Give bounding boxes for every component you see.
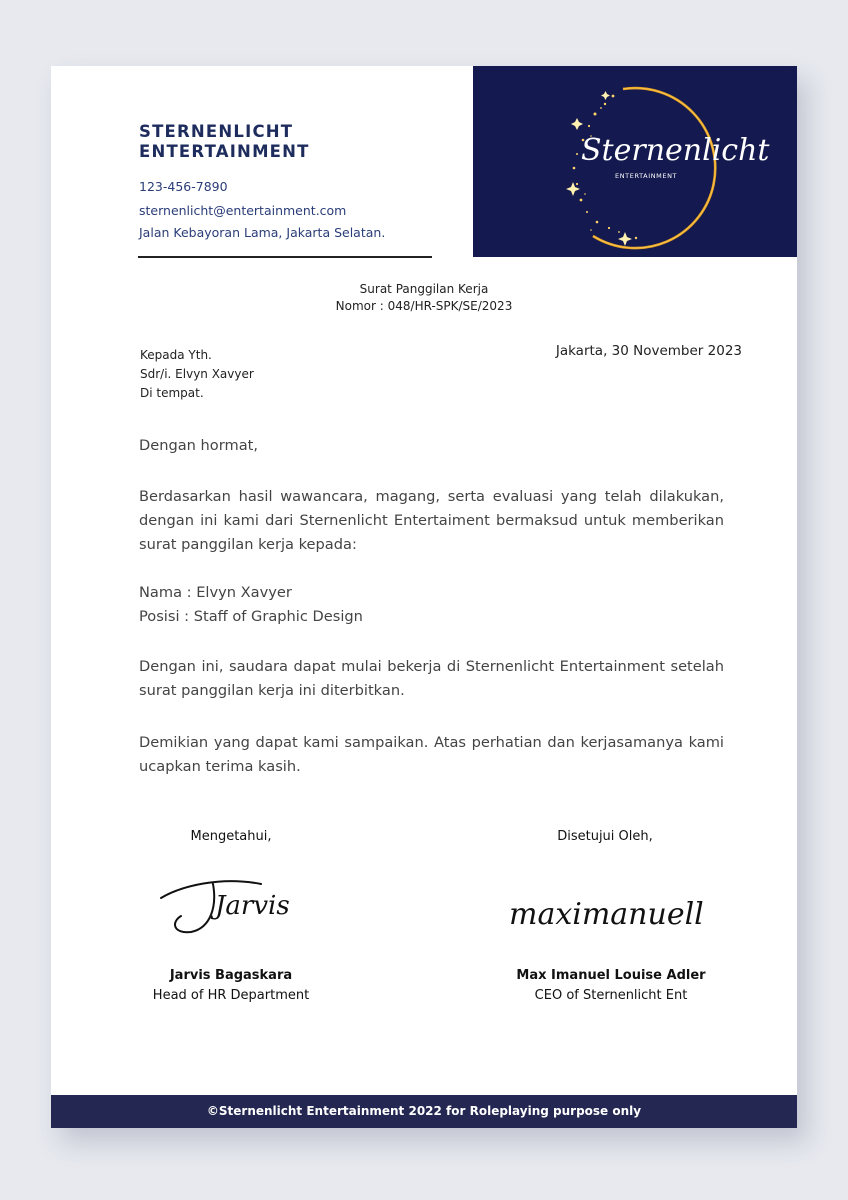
- recipient-name: Nama : Elvyn Xavyer: [139, 584, 292, 601]
- email-address: sternenlicht@entertainment.com: [139, 203, 347, 218]
- ceo-name: Max Imanuel Louise Adler: [516, 968, 706, 983]
- logo-sub-text: ENTERTAINMENT: [615, 172, 678, 180]
- acknowledged-label: Mengetahui,: [190, 829, 272, 844]
- ceo-signature: [501, 874, 731, 944]
- letter-page: [51, 66, 797, 1128]
- ceo-title: CEO of Sternenlicht Ent: [534, 988, 688, 1003]
- company-name: [139, 122, 399, 162]
- logo-script-text: Sternenlicht: [581, 133, 770, 168]
- approved-label: Disetujui Oleh,: [557, 829, 653, 844]
- recipient-block: [140, 346, 254, 403]
- recipient-line: Sdr/i. Elvyn Xavyer: [140, 367, 254, 381]
- paragraph-closing: Demikian yang dapat kami sampaikan. Atas perhatian dan kerjasamanya kami ucapkan terima kasih.: [139, 734, 724, 775]
- hr-signature-text: Jarvis: [215, 891, 290, 921]
- letter-subject: Surat Panggilan Kerja: [359, 282, 489, 296]
- letter-number: Nomor : 048/HR-SPK/SE/2023: [335, 299, 513, 313]
- footer-bar: ©Sternenlicht Entertainment 2022 for Roleplaying purpose only: [51, 1095, 797, 1128]
- recipient-line: Kepada Yth.: [140, 348, 212, 362]
- company-logo: [473, 66, 797, 257]
- sparkle-icon: [566, 91, 632, 246]
- hr-name: Jarvis Bagaskara: [169, 968, 293, 983]
- recipient-line: Di tempat.: [140, 386, 204, 400]
- recipient-position: Posisi : Staff of Graphic Design: [139, 608, 363, 625]
- phone-number: 123-456-7890: [139, 179, 228, 194]
- header-divider: [138, 256, 432, 258]
- company-name-line2: ENTERTAINMENT: [139, 142, 310, 161]
- paragraph-intro: Berdasarkan hasil wawancara, magang, serta evaluasi yang telah dilakukan, dengan ini kami dari Sternenlicht Entertaiment bermaksud untuk memberikan surat panggilan kerja kepada:: [139, 488, 724, 553]
- paragraph-start-work: Dengan ini, saudara dapat mulai bekerja di Sternenlicht Entertainment setelah surat panggilan kerja ini diterbitkan.: [139, 658, 724, 699]
- hr-title: Head of HR Department: [152, 988, 310, 1003]
- ceo-signature-text: maximanuell: [509, 897, 704, 932]
- company-address: Jalan Kebayoran Lama, Jakarta Selatan.: [139, 225, 386, 240]
- hr-signature: [151, 866, 331, 946]
- logo-ring: [593, 88, 715, 248]
- greeting: Dengan hormat,: [139, 437, 259, 454]
- letter-date: Jakarta, 30 November 2023: [555, 343, 742, 359]
- company-name-line1: STERNENLICHT: [139, 122, 294, 141]
- logo-graphic: [473, 66, 797, 257]
